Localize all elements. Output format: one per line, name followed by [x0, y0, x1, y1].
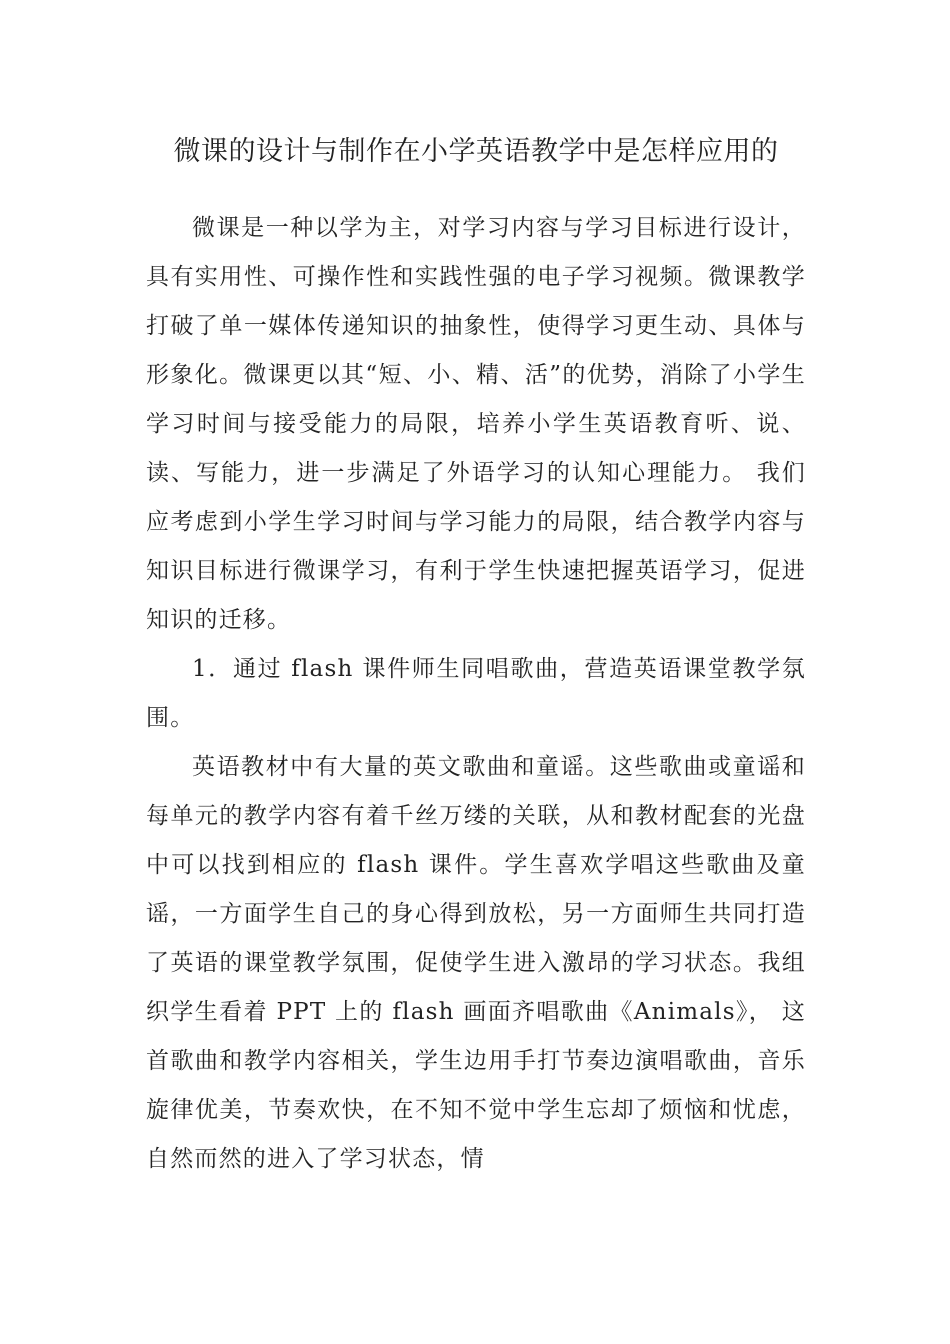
paragraph-section-1-heading: 1．通过 flash 课件师生同唱歌曲，营造英语课堂教学氛围。 [146, 656, 806, 731]
document-page [146, 128, 806, 1184]
paragraph-intro: 微课是一种以学为主，对学习内容与学习目标进行设计，具有实用性、可操作性和实践性强的电子学习视频。微课教学打破了单一媒体传递知识的抽象性，使得学习更生动、具体与形象化。微课更以其“短、小、精、活”的优势，消除了小学生学习时间与接受能力的局限，培养小学生英语教育听、说、读、写能力，进一步满足了外语学习的认知心理能力。 我们应考虑到小学生学习时间与学习能力的局限，结合教学内容与知识目标进行微课学习，有利于学生快速把握英语学习，促进知识的迁移。 [146, 215, 806, 633]
document-title: 微课的设计与制作在小学英语教学中是怎样应用的 [173, 136, 779, 167]
paragraph-section-1-body: 英语教材中有大量的英文歌曲和童谣。这些歌曲或童谣和每单元的教学内容有着千丝万缕的关联，从和教材配套的光盘中可以找到相应的 flash 课件。学生喜欢学唱这些歌曲及童谣，一方面学生自己的身心得到放松，另一方面师生共同打造了英语的课堂教学氛围，促使学生进入激昂的学习状态。我组织学生看着 PPT 上的 flash 画面齐唱歌曲《Animals》， 这首歌曲和教学内容相关，学生边用手打节奏边演唱歌曲，音乐旋律优美，节奏欢快，在不知不觉中学生忘却了烦恼和忧虑，自然而然的进入了学习状态，情 [146, 754, 806, 1172]
